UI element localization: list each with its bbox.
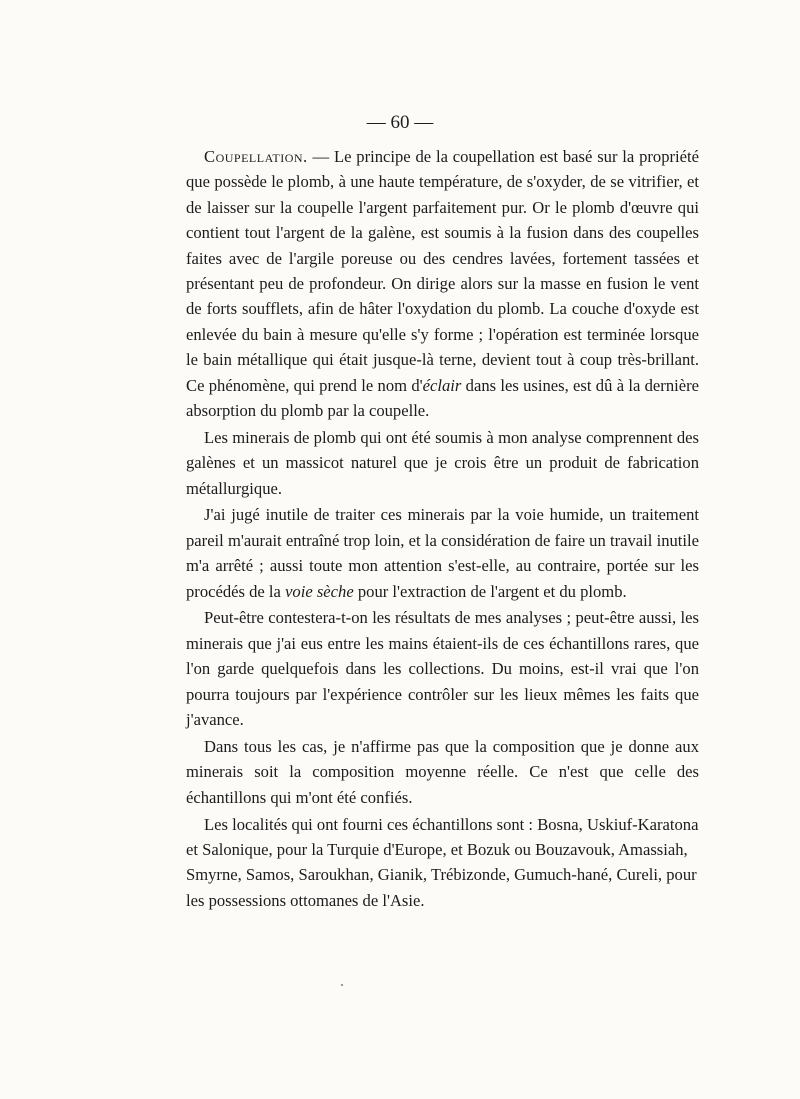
- paragraph-text: Les localités qui ont fourni ces échantillons sont : Bosna, Uskiuf-Karatona et Salonique, pour la Turquie d'Europe, et Bozuk ou Bouzavouk, Amassiah, Smyrne, Samos, Saroukhan, Gianik, Trébizonde, Gumuch-hané, Cureli, pour les possessions ottomanes de l'Asie.: [186, 814, 699, 910]
- paragraph-localites: [186, 812, 699, 914]
- italic-term: éclair: [422, 375, 462, 395]
- section-heading: Coupellation.: [204, 147, 308, 166]
- paragraph-minerais: [186, 425, 699, 501]
- paper-speck: [341, 984, 343, 986]
- paragraph-tail: pour l'extraction de l'argent et du plomb.: [353, 581, 627, 601]
- paragraph-text: Peut-être contestera-t-on les résultats de mes analyses ; peut-être aussi, les minerais que j'ai eus entre les mains étaient-ils de ces échantillons rares, que l'on garde quelquefois dans les collections. Du moins, est-il vrai que l'on pourra toujours par l'expérience contrôler sur les lieux mêmes les faits que j'avance.: [186, 608, 699, 730]
- paragraph-text: Les minerais de plomb qui ont été soumis à mon analyse comprennent des galènes et un massicot naturel que je crois être un produit de fabrication métallurgique.: [186, 427, 699, 498]
- paragraph-text: Dans tous les cas, je n'affirme pas que la composition que je donne aux minerais soit la composition moyenne réelle. Ce n'est que celle des échantillons qui m'ont été confiés.: [186, 736, 699, 807]
- page-number: — 60 —: [366, 112, 434, 133]
- paragraph-voie-seche: [186, 502, 699, 604]
- paragraph-composition: [186, 734, 699, 810]
- paragraph-resultats: [186, 605, 699, 732]
- paragraph-tail: dans les usines, est dû à la dernière absorption du plomb par la coupelle.: [186, 375, 699, 421]
- paragraph-text: J'ai jugé inutile de traiter ces minerais par la voie humide, un traitement pareil m'aurait entraîné trop loin, et la considération de faire un travail inutile m'a arrêté ; aussi toute mon attention s'est-elle, au contraire, portée sur les procédés de la: [186, 505, 699, 601]
- italic-term: voie sèche: [285, 581, 354, 601]
- paragraph-coupellation: [186, 144, 699, 423]
- paragraph-text: — Le principe de la coupellation est basé sur la propriété que possède le plomb, à une haute température, de s'oxyder, de se vitrifier, et de laisser sur la coupelle l'argent parfaitement pur. Or le plomb d'œuvre qui contient tout l'argent de la galène, est soumis à la fusion dans des coupelles faites avec de l'argile poreuse ou des cendres lavées, fortement tassées et présentant peu de profondeur. On dirige alors sur la masse en fusion le vent de forts soufflets, afin de hâter l'oxydation du plomb. La couche d'oxyde est enlevée du bain à mesure qu'elle s'y forme ; l'opération est terminée lorsque le bain métallique qui était jusque-là terne, devient tout à coup très-brillant. Ce phénomène, qui prend le nom d': [186, 147, 699, 395]
- body-text: [186, 144, 699, 915]
